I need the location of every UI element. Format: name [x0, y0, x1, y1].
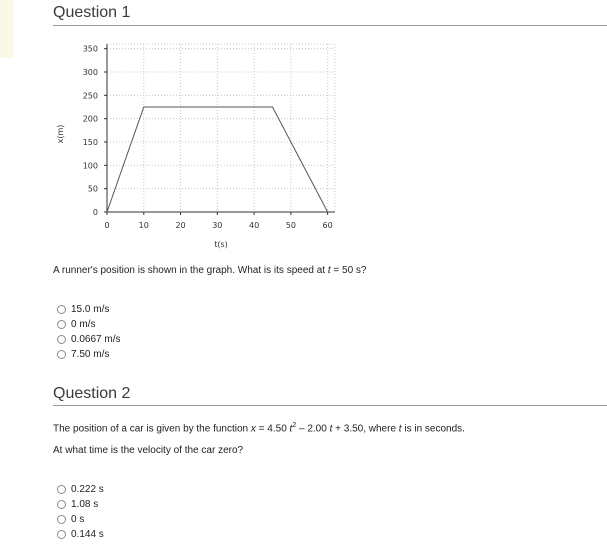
question-1-prompt — [53, 265, 366, 276]
chart-svg — [53, 38, 343, 253]
y-tick-label: 350 — [82, 44, 98, 54]
q2-option-4[interactable] — [57, 527, 104, 542]
x-tick-label: 20 — [175, 221, 186, 230]
radio-button[interactable] — [57, 335, 66, 344]
q1-option-1[interactable] — [57, 302, 120, 317]
prompt-variable: t — [398, 423, 402, 435]
radio-button[interactable] — [57, 320, 66, 329]
y-tick-label: 250 — [82, 91, 98, 101]
option-label: 0.0667 m/s — [71, 334, 121, 345]
radio-button[interactable] — [57, 530, 66, 539]
prompt-variable: t — [289, 423, 293, 435]
prompt-text: is in seconds. — [401, 423, 465, 435]
x-axis-label: t(s) — [214, 240, 228, 249]
question-1-divider — [53, 25, 607, 26]
y-tick-label: 200 — [82, 114, 98, 124]
prompt-text: + 3.50, where — [332, 423, 399, 435]
radio-button[interactable] — [57, 515, 66, 524]
prompt-variable: t — [327, 265, 331, 276]
option-label: 0 s — [71, 514, 85, 525]
x-tick-label: 60 — [322, 221, 333, 230]
x-tick-label: 30 — [212, 221, 223, 230]
x-tick-label: 0 — [104, 221, 110, 230]
radio-button[interactable] — [57, 500, 66, 509]
radio-button[interactable] — [57, 305, 66, 314]
prompt-text: = 50 s? — [330, 265, 367, 276]
q2-option-1[interactable] — [57, 482, 104, 497]
q2-option-3[interactable] — [57, 512, 104, 527]
option-label: 1.08 s — [71, 499, 99, 510]
question-2-divider — [53, 405, 607, 406]
y-tick-label: 0 — [92, 208, 98, 217]
y-axis-label: x(m) — [56, 124, 65, 144]
prompt-variable: t — [329, 423, 333, 435]
option-label: 0.144 s — [71, 529, 104, 540]
y-tick-label: 100 — [82, 161, 98, 171]
radio-button[interactable] — [57, 350, 66, 359]
y-tick-label: 50 — [87, 184, 98, 194]
position-time-chart — [53, 38, 343, 253]
x-tick-label: 10 — [138, 221, 149, 230]
question-2-title: Question 2 — [53, 385, 131, 402]
option-label: 7.50 m/s — [71, 349, 110, 360]
prompt-text: = 4.50 — [255, 423, 290, 435]
y-tick-label: 150 — [82, 138, 98, 147]
question-2-prompt — [53, 422, 465, 434]
question-1-answers — [57, 302, 120, 362]
q1-option-2[interactable] — [57, 317, 120, 332]
q1-option-3[interactable] — [57, 332, 120, 347]
prompt-variable: x — [250, 423, 256, 435]
question-2-subprompt: At what time is the velocity of the car zero? — [53, 445, 244, 456]
q1-option-4[interactable] — [57, 347, 120, 362]
radio-button[interactable] — [57, 485, 66, 494]
option-label: 15.0 m/s — [71, 304, 110, 315]
q2-option-2[interactable] — [57, 497, 104, 512]
x-tick-label: 50 — [285, 221, 296, 230]
prompt-exponent: 2 — [292, 422, 297, 429]
option-label: 0 m/s — [71, 319, 96, 330]
left-accent-strip — [0, 0, 14, 58]
question-1-title: Question 1 — [53, 4, 131, 21]
prompt-text: A runner's position is shown in the graph. What is its speed at — [53, 265, 328, 276]
question-2-answers — [57, 482, 104, 542]
x-tick-label: 40 — [249, 221, 260, 230]
option-label: 0.222 s — [71, 484, 104, 495]
prompt-text: The position of a car is given by the function — [53, 423, 251, 435]
y-tick-label: 300 — [82, 68, 98, 77]
prompt-text: – 2.00 — [296, 423, 330, 435]
